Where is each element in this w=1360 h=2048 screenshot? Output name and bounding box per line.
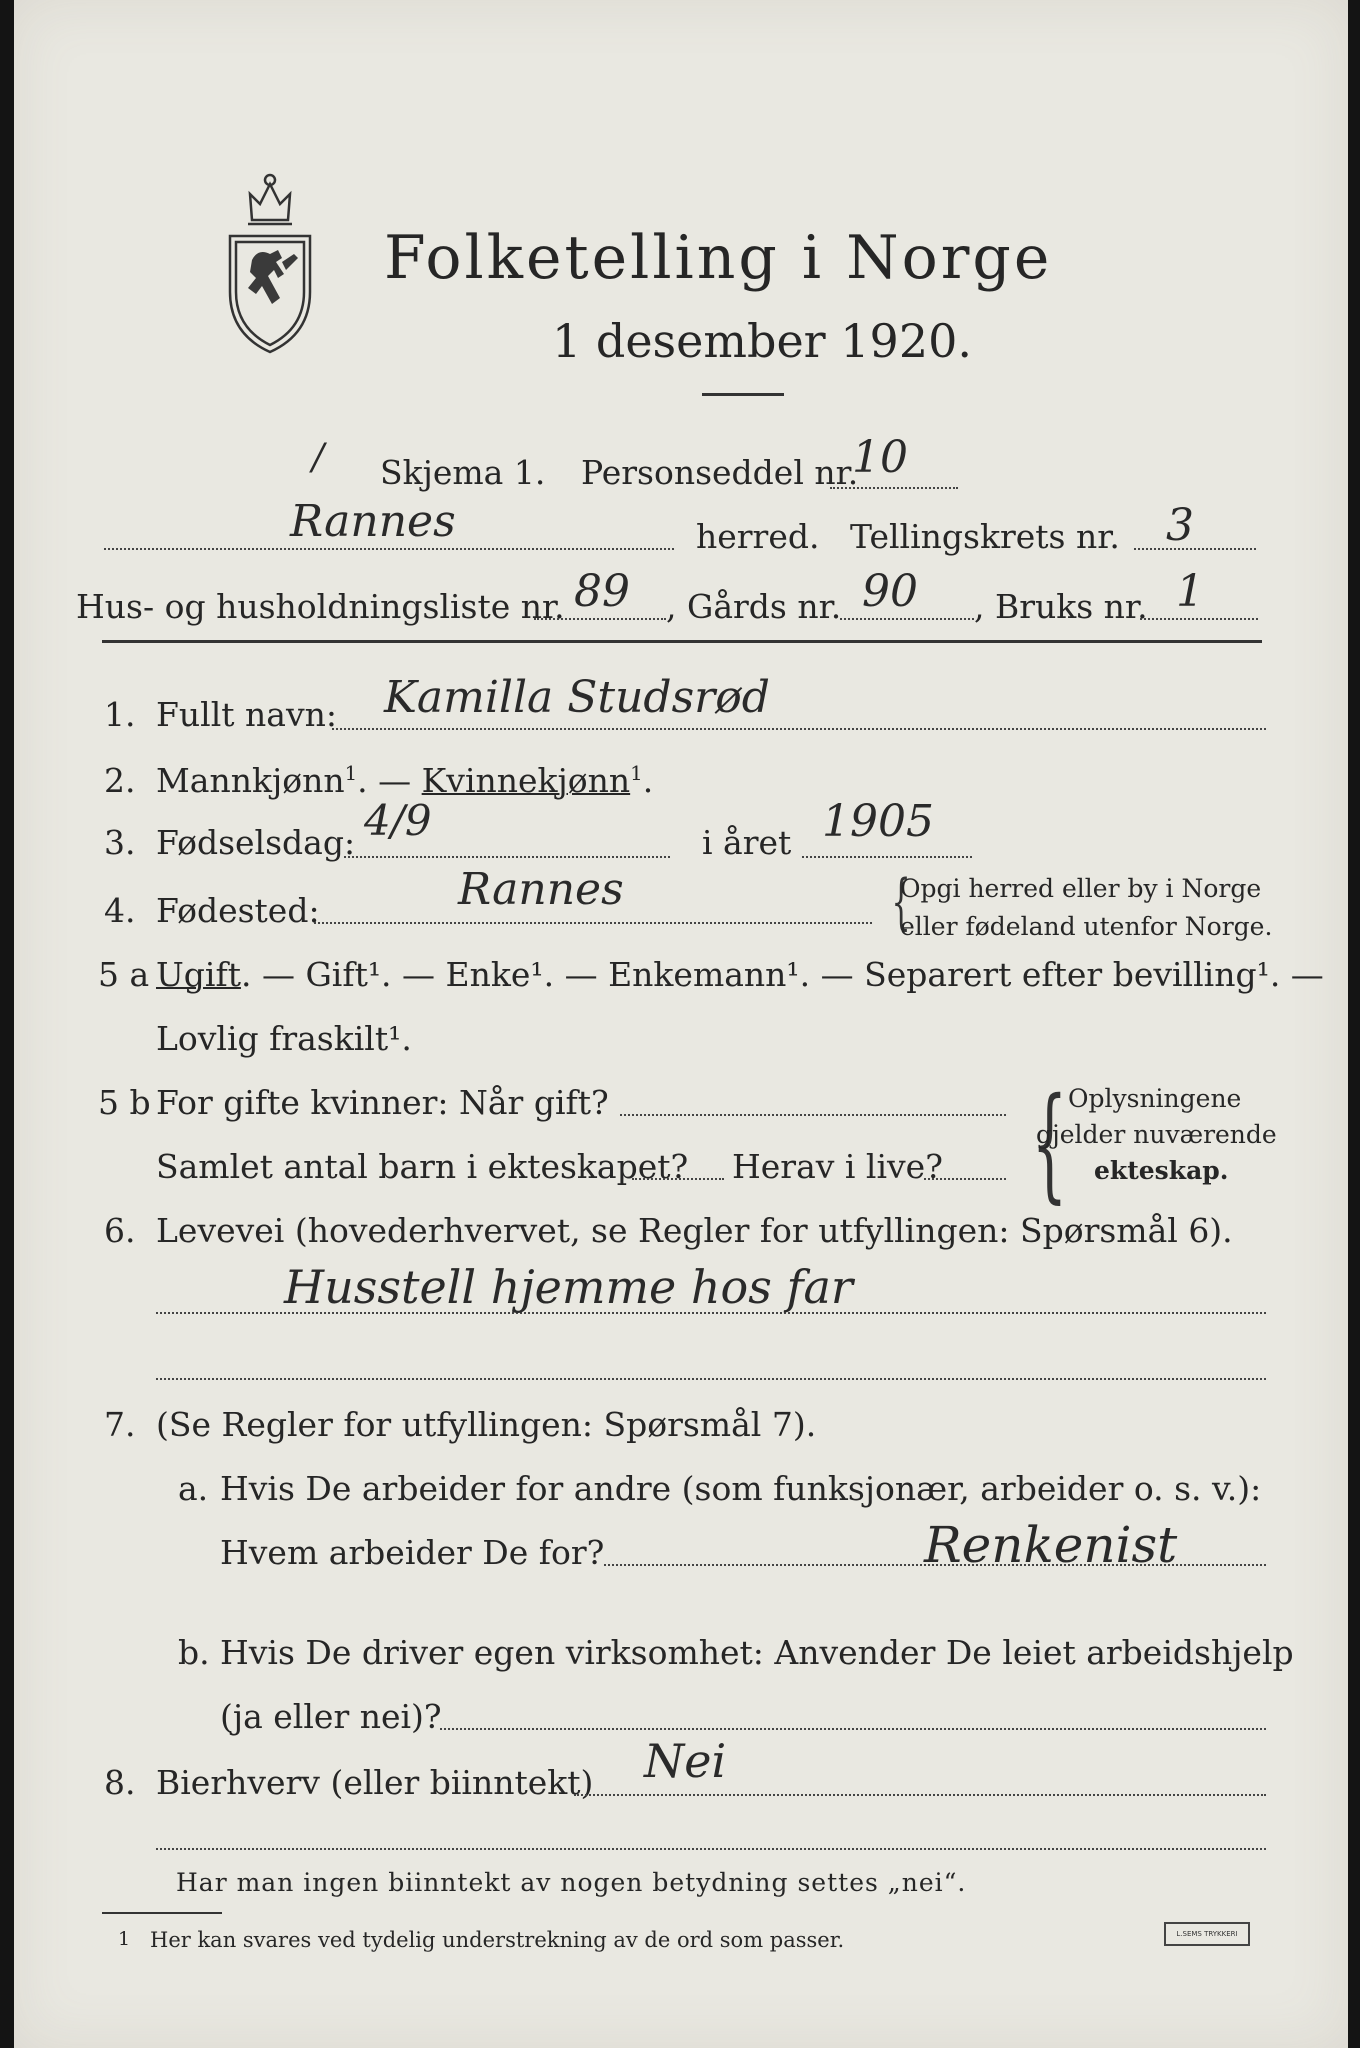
q5b-barn-line: [632, 1178, 724, 1180]
title-rule: [702, 393, 784, 396]
gards-line: [840, 618, 974, 620]
q5a-options: [156, 955, 1324, 994]
q7a-label2: Hvem arbeider De for?: [220, 1533, 605, 1572]
q5b-number: 5 b: [98, 1083, 151, 1122]
census-form-page: [14, 0, 1348, 2048]
q5b-note-line3: ekteskap.: [1094, 1156, 1229, 1185]
header-divider: [102, 640, 1262, 643]
herred-value: Rannes: [290, 496, 456, 547]
option-ugift: Ugift: [156, 955, 241, 994]
option-kvinnekjonn: Kvinnekjønn: [421, 761, 631, 800]
q8-value: Nei: [644, 1734, 727, 1788]
herred-label: herred.: [696, 517, 820, 556]
q8-number: 8.: [104, 1763, 136, 1802]
skjema-label: Skjema 1.: [380, 453, 546, 492]
hus-line: [534, 618, 666, 620]
q4-note-line2: eller fødeland utenfor Norge.: [900, 912, 1273, 941]
bruks-label: , Bruks nr.: [974, 587, 1148, 626]
q4-brace: {: [891, 867, 911, 937]
document-title: Folketelling i Norge: [384, 223, 1053, 293]
q3-year-value: 1905: [822, 796, 934, 847]
q5b-live-label: Herav i live?: [732, 1147, 943, 1186]
q6-line2: [156, 1378, 1266, 1380]
q4-line: [314, 922, 872, 924]
q3-year-line: [802, 856, 972, 858]
q3-day-line: [344, 856, 670, 858]
hus-value: 89: [574, 566, 630, 617]
tellingskrets-label: Tellingskrets nr.: [850, 517, 1120, 556]
q6-number: 6.: [104, 1211, 136, 1250]
q5b-label: For gifte kvinner: Når gift?: [156, 1083, 609, 1122]
q5a-line2: Lovlig fraskilt¹.: [156, 1019, 412, 1058]
herred-line: [104, 548, 674, 550]
q7b-label2: (ja eller nei)?: [220, 1697, 442, 1736]
personseddel-label: Personseddel nr.: [581, 453, 859, 492]
footnote-rule: [102, 1912, 222, 1914]
printer-mark: L.SEMS TRYKKERI: [1164, 1922, 1250, 1946]
q1-line: [332, 728, 1266, 730]
gards-label: , Gårds nr.: [666, 587, 842, 626]
q8-label: Bierhverv (eller biinntekt): [156, 1763, 594, 1802]
q5b-note-line2: gjelder nuværende: [1036, 1120, 1277, 1149]
q5b-brace: {: [1031, 1072, 1068, 1216]
q5a-options-rest: . — Gift¹. — Enke¹. — Enkemann¹. — Separert efter bevilling¹. —: [240, 955, 1324, 994]
footnote-ref: 1: [344, 762, 358, 785]
q7b-line: [440, 1728, 1266, 1730]
footnote-text: Her kan svares ved tydelig understrekning av de ord som passer.: [150, 1928, 845, 1952]
document-date: 1 desember 1920.: [552, 314, 972, 368]
personseddel-line: [830, 487, 958, 489]
q5b-live-line: [924, 1178, 1006, 1180]
tellingskrets-line: [1134, 548, 1256, 550]
q7a-label: Hvis De arbeider for andre (som funksjonær, arbeider o. s. v.):: [220, 1469, 1262, 1508]
q5a-number: 5 a: [98, 955, 150, 994]
q4-number: 4.: [104, 891, 136, 930]
footnote-ref: 1: [630, 762, 643, 785]
q7-number: 7.: [104, 1405, 136, 1444]
q6-label: Levevei (hovederhvervet, se Regler for utfyllingen: Spørsmål 6).: [156, 1211, 1233, 1250]
q7b-letter: b.: [178, 1633, 210, 1672]
q1-label: Fullt navn:: [156, 695, 337, 734]
tellingskrets-value: 3: [1166, 500, 1194, 551]
q7-label: (Se Regler for utfyllingen: Spørsmål 7).: [156, 1405, 817, 1444]
q2-end: .: [642, 761, 654, 800]
q1-value: Kamilla Studsrød: [384, 672, 770, 723]
q4-value: Rannes: [458, 864, 624, 915]
q7a-value: Renkenist: [924, 1516, 1178, 1574]
hus-label: Hus- og husholdningsliste nr.: [76, 587, 565, 626]
q3-day-value: 4/9: [364, 796, 432, 845]
bruks-line: [1140, 618, 1258, 620]
q4-note-line1: Opgi herred eller by i Norge: [900, 874, 1262, 903]
q6-value: Husstell hjemme hos far: [284, 1260, 853, 1314]
margin-mark: /: [312, 437, 325, 478]
q8-line2: [156, 1848, 1266, 1850]
q4-label: Fødested:: [156, 891, 320, 930]
q7a-letter: a.: [178, 1469, 209, 1508]
q3-number: 3.: [104, 823, 136, 862]
option-mannkjonn: Mannkjønn: [156, 761, 345, 800]
q1-number: 1.: [104, 695, 136, 734]
q5b-gift-line: [620, 1114, 1006, 1116]
footnote-mark: 1: [118, 1928, 131, 1950]
q7b-label: Hvis De driver egen virksomhet: Anvender De leiet arbeidshjelp: [220, 1633, 1294, 1672]
personseddel-value: 10: [852, 432, 908, 483]
gards-value: 90: [862, 566, 918, 617]
footer-note: Har man ingen biinntekt av nogen betydning settes „nei“.: [176, 1868, 967, 1897]
q8-line: [574, 1794, 1266, 1796]
bruks-value: 1: [1176, 566, 1204, 617]
q5b-barn-label: Samlet antal barn i ekteskapet?: [156, 1147, 689, 1186]
q3-year-label: i året: [702, 823, 792, 862]
q2-options: [156, 761, 654, 800]
coat-of-arms-icon: [222, 162, 318, 358]
q3-label: Fødselsdag:: [156, 823, 356, 862]
q5b-note-line1: Oplysningene: [1068, 1084, 1242, 1113]
q2-number: 2.: [104, 761, 136, 800]
q2-separator: . —: [357, 761, 412, 800]
